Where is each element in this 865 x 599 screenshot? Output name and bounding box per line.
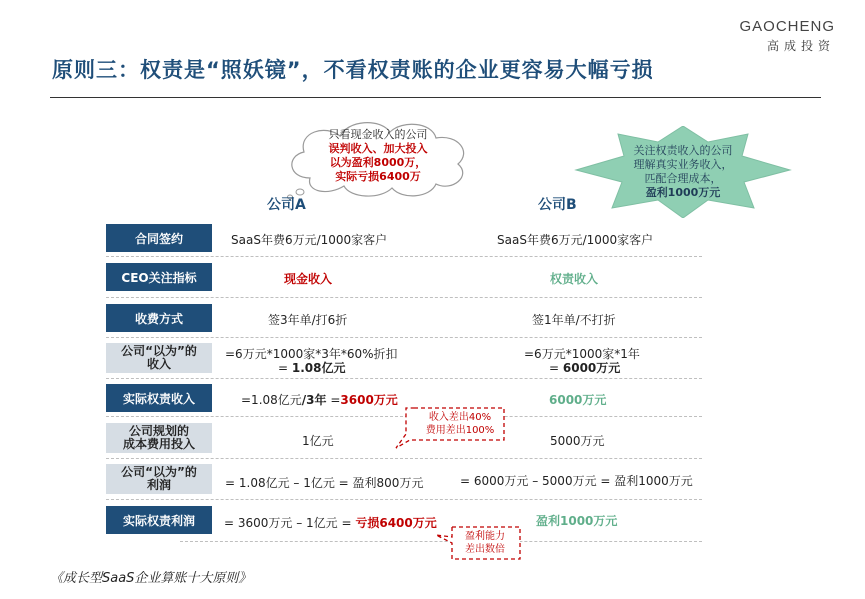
row-label-line-1: 公司规划的 [128, 424, 189, 438]
column-header-company-b: 公司B [538, 197, 577, 213]
cloud-line-4: 实际亏损6400万 [335, 170, 421, 183]
cell-b-actual-revenue: 6000万元 [549, 393, 607, 407]
cell-a-perceived-revenue-formula: =6万元*1000家*3年*60%折扣 [225, 347, 398, 361]
cloud-line-2: 误判收入、加大投入 [328, 142, 428, 155]
row-label-line-1: 公司“以为”的 [121, 465, 197, 479]
cell-b-actual-profit: 盈利1000万元 [536, 514, 618, 528]
cell-b-ceo-metric: 权责收入 [550, 272, 599, 286]
callout-revenue-gap-text [412, 411, 508, 437]
callout-line-1: 收入差出40% [428, 412, 492, 423]
row-label-ceo-metric: CEO关注指标 [106, 263, 212, 291]
formula-part: = 3600万元 – 1亿元 = [224, 516, 356, 530]
row-label-line-1: 公司“以为”的 [121, 344, 197, 358]
formula-part: =1.08亿元 [241, 393, 302, 407]
row-label-line-2: 收入 [146, 357, 171, 371]
result-value: 3600万元 [340, 393, 398, 407]
row-label-line-2: 利润 [146, 478, 171, 492]
star-line-3: 匹配合理成本， [644, 172, 722, 185]
row-label-contract: 合同签约 [106, 224, 212, 252]
star-line-4: 盈利1000万元 [645, 186, 721, 199]
callout-line-1: 盈利能力 [465, 531, 505, 542]
page-title: 原则三：权责是“照妖镜”，不看权责账的企业更容易大幅亏损 [52, 58, 654, 82]
star-line-1: 关注权责收入的公司 [633, 144, 733, 157]
star-line-2: 理解真实业务收入， [633, 158, 733, 171]
callout-line-2: 费用差出100% [425, 425, 495, 436]
cell-a-billing: 签3年单/打6折 [268, 313, 348, 327]
cloud-line-1: 只看现金收入的公司 [328, 128, 428, 141]
cell-a-perceived-revenue-result [278, 359, 345, 376]
footer-source: 《成长型SaaS企业算账十大原则》 [50, 571, 252, 586]
equals-sign: = [326, 393, 341, 407]
star-callout-text [590, 144, 776, 200]
formula-part: /3年 [301, 393, 327, 407]
result-value: 1.08亿元 [291, 361, 346, 375]
cell-a-actual-profit [224, 514, 437, 531]
row-label-planned-cost [106, 423, 212, 453]
cell-b-perceived-revenue-result [549, 359, 620, 376]
column-header-company-a: 公司A [267, 197, 306, 213]
cell-b-contract: SaaS年费6万元/1000家客户 [497, 233, 654, 247]
row-label-actual-revenue: 实际权责收入 [106, 384, 212, 412]
row-label-billing: 收费方式 [106, 304, 212, 332]
result-value: 亏损6400万元 [355, 516, 437, 530]
cell-a-contract: SaaS年费6万元/1000家客户 [231, 233, 388, 247]
cell-b-perceived-revenue-formula: =6万元*1000家*1年 [524, 347, 640, 361]
cell-b-planned-cost: 5000万元 [550, 434, 605, 448]
cell-b-perceived-profit: = 6000万元 – 5000万元 = 盈利1000万元 [460, 474, 693, 488]
cell-b-billing: 签1年单/不打折 [532, 313, 616, 327]
row-label-actual-profit: 实际权责利润 [106, 506, 212, 534]
cloud-line-3: 以为盈利8000万， [329, 156, 427, 169]
brand-logo [739, 18, 835, 54]
result-value: 6000万元 [562, 361, 621, 375]
row-divider [106, 297, 702, 298]
equals-sign: = [278, 361, 292, 375]
brand-name-en: GAOCHENG [739, 18, 835, 35]
row-label-perceived-profit [106, 464, 212, 494]
cell-a-actual-revenue [241, 391, 398, 408]
row-label-line-2: 成本费用投入 [122, 437, 195, 451]
cell-a-ceo-metric: 现金收入 [284, 272, 333, 286]
callout-line-2: 差出数倍 [465, 544, 505, 555]
row-divider [106, 256, 702, 257]
cloud-callout-text [288, 128, 468, 184]
equals-sign: = [549, 361, 563, 375]
row-divider [106, 378, 702, 379]
row-divider [106, 337, 702, 338]
row-divider [106, 458, 702, 459]
cell-a-planned-cost: 1亿元 [302, 434, 334, 448]
callout-profit-gap-text [452, 530, 518, 556]
brand-name-cn: 高成投资 [766, 39, 835, 53]
cell-a-perceived-profit: = 1.08亿元 – 1亿元 = 盈利800万元 [225, 476, 424, 490]
row-divider [106, 499, 702, 500]
row-label-perceived-revenue [106, 343, 212, 373]
title-divider [50, 97, 821, 98]
